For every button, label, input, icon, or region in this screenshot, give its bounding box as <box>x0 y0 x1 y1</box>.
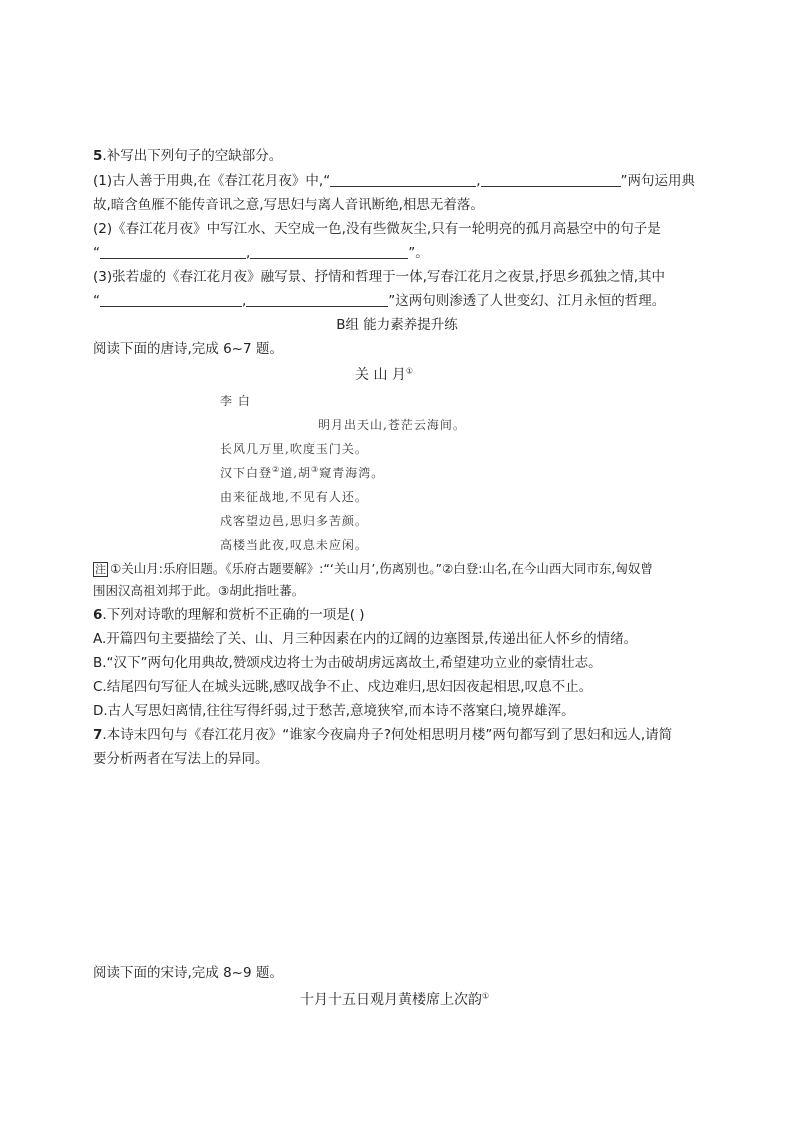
q5-part3-line1: (3)张若虚的《春江花月夜》融写景、抒情和哲理于一体,写春江花月之夜景,抒思乡孤独之情,其中 <box>93 269 665 285</box>
poem-line-5: 戍客望边邑,思归多苦颜。 <box>220 514 368 528</box>
notes-line-2: 围困汉高祖刘邦于此。③胡此指吐蕃。 <box>93 583 305 598</box>
poem-title-note: ① <box>405 366 414 376</box>
q5-part1-line2: 故,暗含鱼雁不能传音讯之意,写思妇与离人音讯断绝,相思无着落。 <box>93 197 484 213</box>
q7-stem-line1 <box>93 726 672 744</box>
q6-stem-text: .下列对诗歌的理解和赏析不正确的一项是( ) <box>102 607 365 623</box>
q6-stem <box>93 606 365 624</box>
section-b-heading: B组 能力素养提升练 <box>336 317 458 333</box>
q5-number: 5 <box>93 148 103 164</box>
q5-p2-suffix: ”。 <box>408 245 429 261</box>
q5-p1-blank2[interactable] <box>481 172 621 187</box>
q5-p3-sep: , <box>242 293 247 309</box>
q6-option-b[interactable]: B.“汉下”两句化用典故,赞颂戍边将士为击破胡虏远离故土,希望建功立业的豪情壮志。 <box>93 655 602 671</box>
q7-line1-text: .本诗末四句与《春江花月夜》“谁家今夜扁舟子?何处相思明月楼”两句都写到了思妇和远人,请简 <box>102 727 673 743</box>
q5-p1-prefix: (1)古人善于用典,在《春江花月夜》中,“ <box>93 173 331 189</box>
q5-p2-prefix: “ <box>93 245 100 261</box>
poem-line-3-part3: 窥青海湾。 <box>319 466 385 480</box>
q5-p2-blank1[interactable] <box>100 244 246 259</box>
poem-line-4: 由来征战地,不见有人还。 <box>220 490 368 504</box>
q5-part2-line1: (2)《春江花月夜》中写江水、天空成一色,没有些微灰尘,只有一轮明亮的孤月高悬空中的句子是 <box>93 221 661 237</box>
poem-line-3-part2: 道,胡 <box>280 466 312 480</box>
q5-p3-prefix: “ <box>93 293 100 309</box>
poem-line-6: 高楼当此夜,叹息未应闲。 <box>220 538 368 552</box>
poem-line-3-part1: 汉下白登 <box>220 466 273 480</box>
poem-author: 李 白 <box>220 394 251 408</box>
q7-number: 7 <box>93 727 103 743</box>
poem2-title-text: 十月十五日观月黄楼席上次韵 <box>300 992 482 1008</box>
notes-mark: 注 <box>95 563 106 576</box>
poem2-title-note: ① <box>482 991 490 1001</box>
poem-line-3 <box>220 464 384 481</box>
reading-instruction-6-7: 阅读下面的唐诗,完成 6~7 题。 <box>93 341 283 357</box>
q5-part3 <box>93 292 665 310</box>
q6-number: 6 <box>93 607 103 623</box>
reading-instruction-8-9: 阅读下面的宋诗,完成 8~9 题。 <box>93 965 283 981</box>
q5-p3-blank2[interactable] <box>246 292 388 307</box>
q5-stem-text: .补写出下列句子的空缺部分。 <box>102 148 283 164</box>
q5-part2: “ , ”。 <box>93 245 429 261</box>
q5-part1 <box>93 172 695 190</box>
q7-stem-line2: 要分析两者在写法上的异同。 <box>93 751 269 767</box>
q6-option-c[interactable]: C.结尾四句写征人在城头远眺,感叹战争不止、戍边难归,思妇因夜起相思,叹息不止。 <box>93 679 593 695</box>
q5-p2-blank2[interactable] <box>250 244 408 259</box>
q7-answer-area[interactable] <box>93 776 703 956</box>
poem-line-1: 明月出天山,苍茫云海间。 <box>318 418 466 432</box>
notes-line-1 <box>93 560 653 578</box>
q5-p1-blank1[interactable] <box>330 172 476 187</box>
q6-option-d[interactable]: D.古人写思妇离情,往往写得纤弱,过于愁苦,意境狭窄,而本诗不落窠臼,境界雄浑。 <box>93 703 575 719</box>
q5-p1-sep: , <box>476 173 481 189</box>
q5-p3-blank1[interactable] <box>100 292 242 307</box>
notes-line-1-text: ①关山月:乐府旧题。《乐府古题要解》:“‘关山月’,伤离别也。”②白登:山名,在今山西大同市东,匈奴曾 <box>110 561 653 576</box>
q5-p3-suffix: ”这两句则渗透了人世变幻、江月永恒的哲理。 <box>388 293 666 309</box>
poem-line-3-note2: ③ <box>311 465 320 474</box>
poem-line-2: 长风几万里,吹度玉门关。 <box>220 442 368 456</box>
poem-title-text: 关 山 月 <box>355 367 406 383</box>
q5-stem <box>93 147 282 165</box>
poem-line-3-note1: ② <box>272 465 281 474</box>
q5-p1-suffix: ”两句运用典 <box>620 173 695 189</box>
poem2-title <box>300 989 489 1009</box>
poem-title <box>355 364 413 384</box>
q6-option-a[interactable]: A.开篇四句主要描绘了关、山、月三种因素在内的辽阔的边塞图景,传递出征人怀乡的情绪。 <box>93 631 638 647</box>
